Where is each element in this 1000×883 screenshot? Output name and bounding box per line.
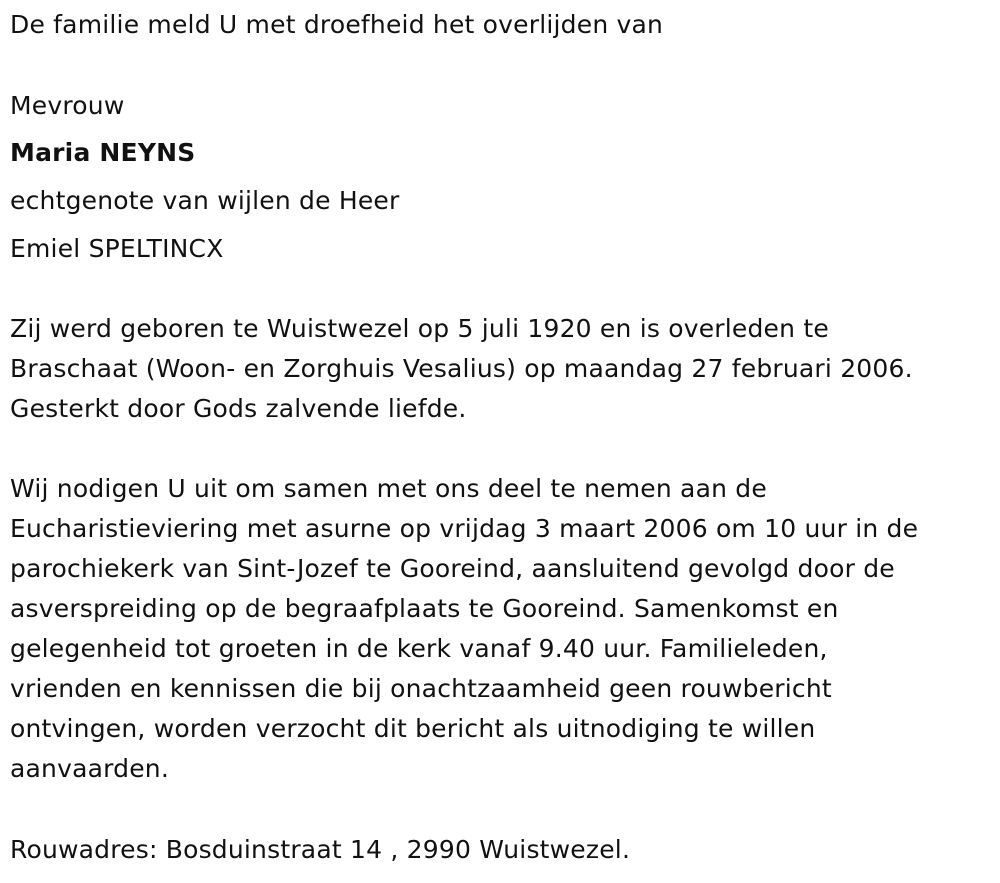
spouse-name: Emiel SPELTINCX (10, 234, 224, 263)
paragraph2-line: Wij nodigen U uit om samen met ons deel te nemen aan de (10, 474, 767, 503)
relation-text: echtgenote van wijlen de Heer (10, 186, 400, 215)
mourning-address: Rouwadres: Bosduinstraat 14 , 2990 Wuistwezel. (10, 835, 631, 864)
paragraph2-line: aanvaarden. (10, 754, 169, 783)
paragraph2-line: Eucharistieviering met asurne op vrijdag 3 maart 2006 om 10 uur in de (10, 514, 919, 543)
paragraph1-line: Zij werd geboren te Wuistwezel op 5 juli 1920 en is overleden te (10, 314, 829, 343)
paragraph1-line: Gesterkt door Gods zalvende liefde. (10, 394, 467, 423)
paragraph2-line: parochiekerk van Sint-Jozef te Gooreind, aansluitend gevolgd door de (10, 554, 895, 583)
paragraph1-line: Braschaat (Woon- en Zorghuis Vesalius) op maandag 27 februari 2006. (10, 354, 913, 383)
paragraph2-line: vrienden en kennissen die bij onachtzaamheid geen rouwbericht (10, 674, 832, 703)
salutation: Mevrouw (10, 91, 125, 120)
paragraph2-line: asverspreiding op de begraafplaats te Gooreind. Samenkomst en (10, 594, 839, 623)
deceased-name: Maria NEYNS (10, 138, 196, 167)
paragraph2-line: ontvingen, worden verzocht dit bericht als uitnodiging te willen (10, 714, 816, 743)
intro-text: De familie meld U met droefheid het overlijden van (10, 10, 664, 39)
paragraph2-line: gelegenheid tot groeten in de kerk vanaf 9.40 uur. Familieleden, (10, 634, 828, 663)
